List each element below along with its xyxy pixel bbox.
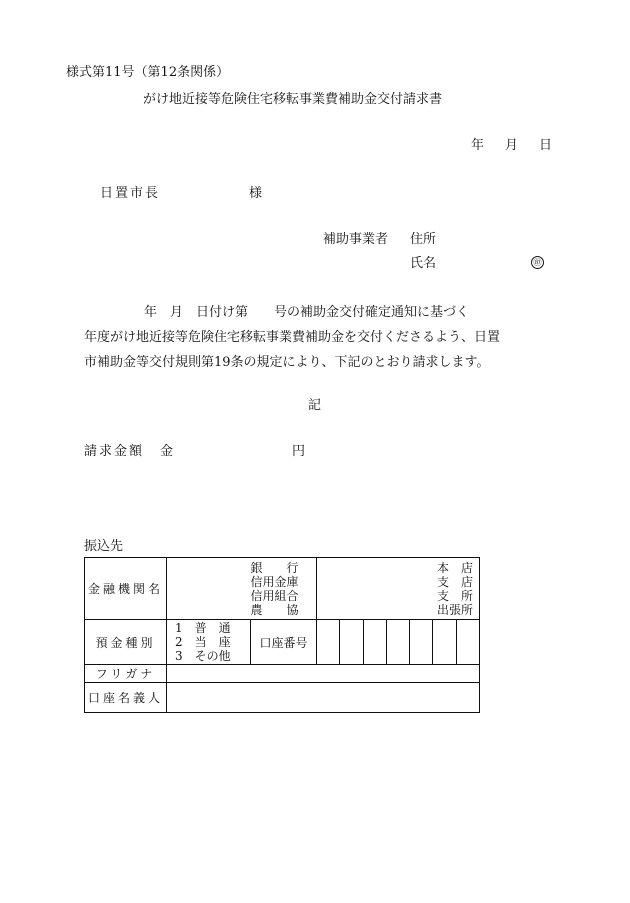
account-digit-box[interactable] (456, 620, 479, 664)
applicant-role: 補助事業者 (323, 232, 389, 247)
seal-mark: ㊞ (531, 256, 544, 269)
account-holder-row (85, 683, 480, 713)
branch-type: 支 店 (436, 574, 473, 589)
furigana-row (85, 665, 480, 683)
document-title: がけ地近接等危険住宅移転事業費補助金交付請求書 (143, 92, 443, 107)
account-digit-box[interactable] (432, 620, 455, 664)
account-holder-label: 口座名義人 (85, 683, 167, 713)
institution-type: 信用組合 (250, 588, 299, 603)
bank-table (84, 557, 480, 713)
institution-name-cell[interactable] (167, 558, 251, 620)
account-digit-box[interactable] (317, 620, 339, 664)
date-line: 年 月 日 (471, 138, 557, 153)
addressee-suffix: 様 (249, 186, 263, 201)
deposit-type: 1 普 通 (175, 621, 231, 635)
deposit-types[interactable] (167, 620, 251, 665)
amount-unit: 円 (292, 444, 306, 459)
body-line-1: 年 月 日付け第 号の補助金交付確定通知に基づく (144, 305, 470, 320)
institution-type: 農 協 (250, 602, 299, 617)
institution-type: 信用金庫 (250, 574, 299, 589)
branch-type: 本 店 (436, 560, 473, 575)
addressee-name: 日置市長 (100, 186, 161, 201)
furigana-field[interactable] (167, 665, 480, 683)
request-body (84, 300, 554, 375)
branch-types[interactable] (317, 558, 480, 620)
name-label: 氏名 (410, 256, 437, 271)
transfer-label: 振込先 (84, 539, 124, 554)
body-line-2: 年度がけ地近接等危険住宅移転事業費補助金を交付くださるよう、日置 (84, 330, 501, 345)
body-line-3: 市補助金等交付規則第19条の規定により、下記のとおり請求します。 (84, 355, 490, 370)
institution-row (85, 558, 480, 620)
account-digit-box[interactable] (339, 620, 362, 664)
account-number-digits[interactable] (317, 620, 480, 665)
account-holder-field[interactable] (167, 683, 480, 713)
branch-type: 支 所 (436, 588, 473, 603)
institution-label: 金融機関名 (85, 558, 167, 620)
address-label: 住所 (410, 232, 437, 247)
account-number-label: 口座番号 (251, 620, 317, 665)
deposit-label: 預金種別 (85, 620, 167, 665)
deposit-row (85, 620, 480, 665)
furigana-label: フリガナ (85, 665, 167, 683)
account-digit-box[interactable] (386, 620, 409, 664)
account-digit-box[interactable] (409, 620, 432, 664)
branch-type: 出張所 (436, 602, 473, 617)
institution-type: 銀 行 (250, 560, 299, 575)
account-digit-box[interactable] (363, 620, 386, 664)
amount-prefix: 金 (160, 444, 174, 459)
amount-label: 請求金額 (84, 444, 145, 459)
form-number: 様式第11号（第12条関係） (66, 65, 230, 80)
deposit-type: 2 当 座 (175, 635, 231, 649)
deposit-type: 3 その他 (175, 649, 231, 663)
ki-heading: 記 (308, 398, 322, 413)
institution-types (251, 558, 317, 620)
